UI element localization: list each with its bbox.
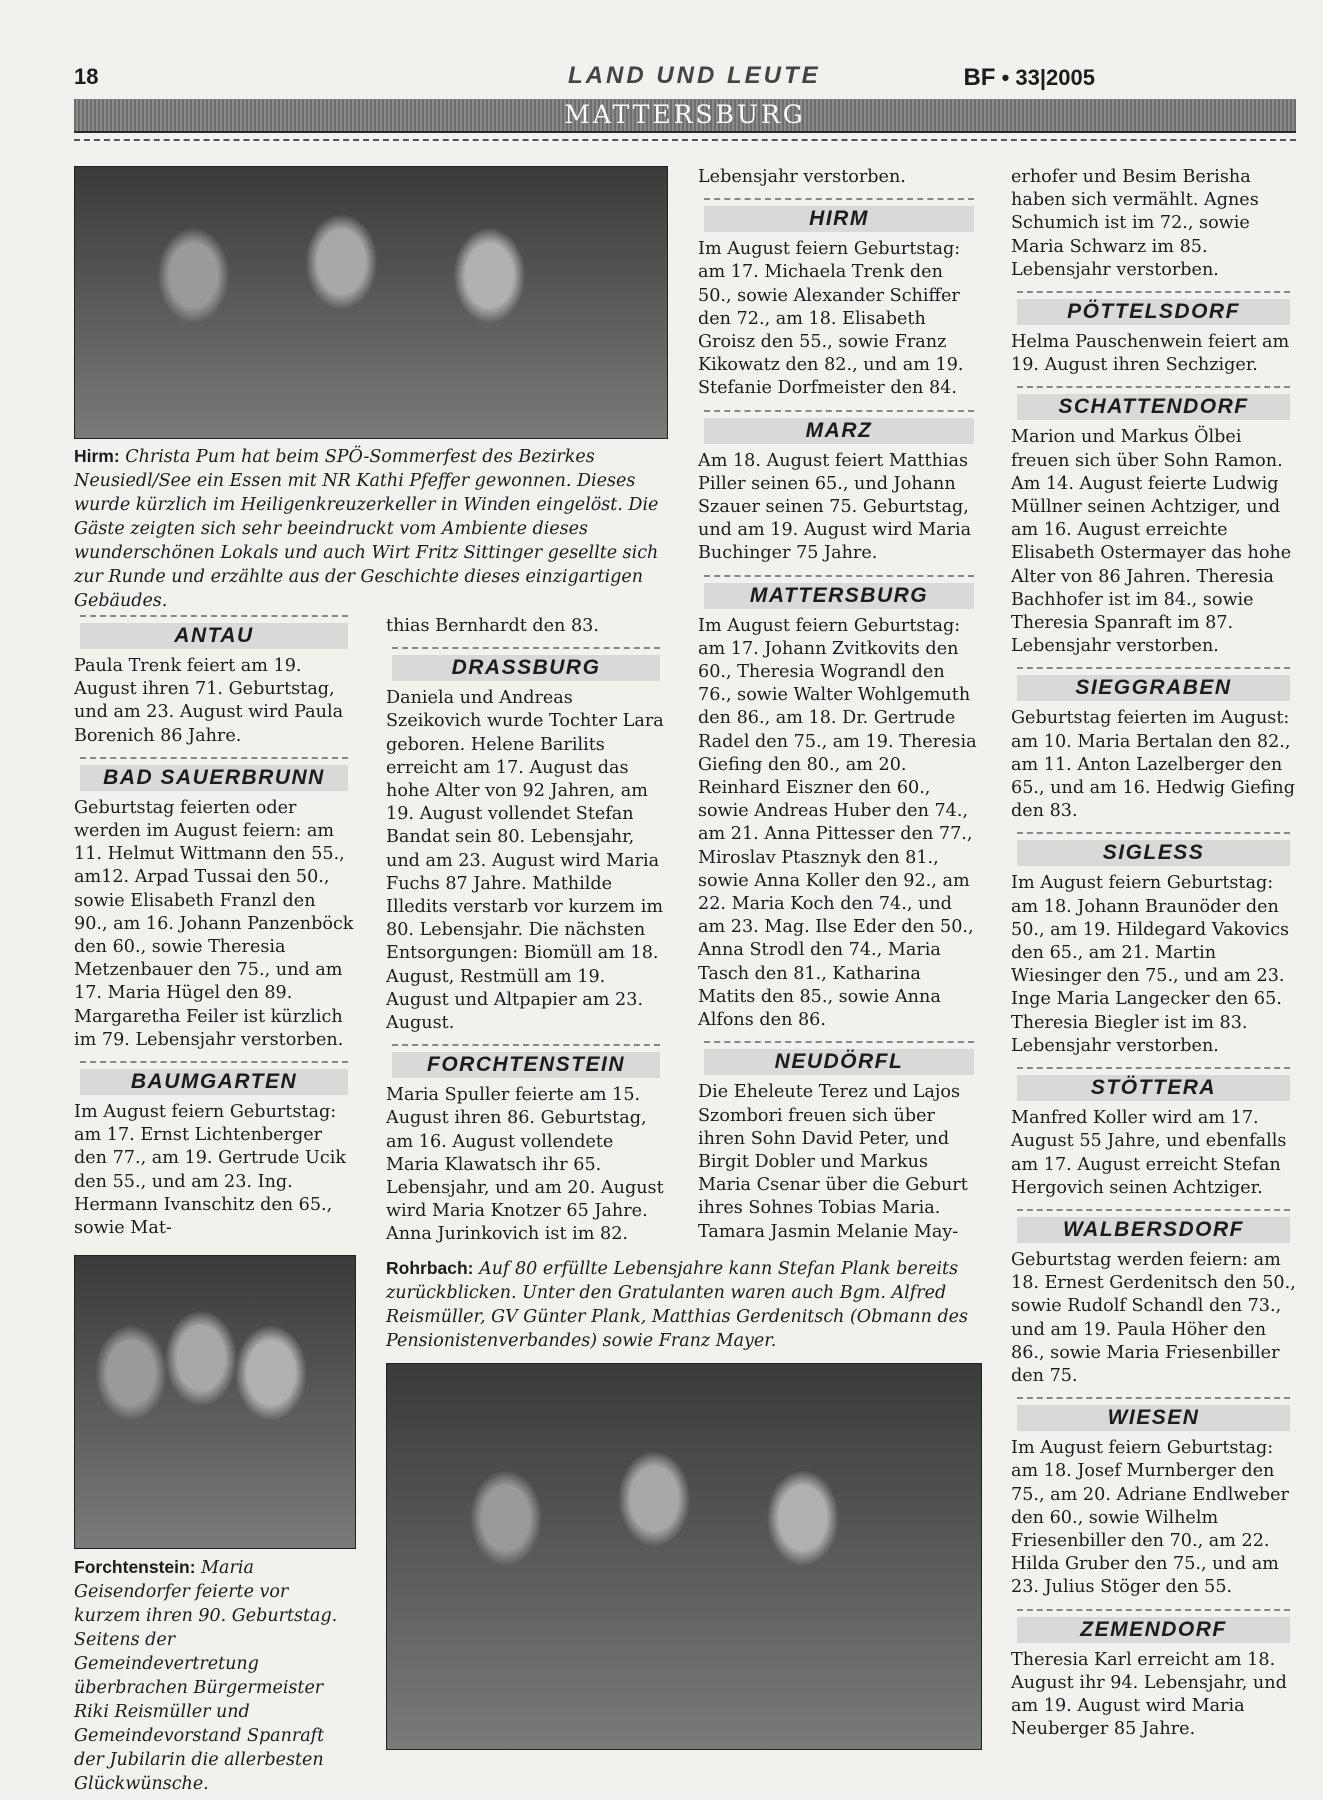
article-sieggraben: Geburtstag feierten im August: am 10. Maria Bertalan den 82., am 11. Anton Lazelberger den 65., und am 16. Hedwig Giefing den 83. (1011, 708, 1295, 822)
heading-sigless: SIGLESS (1017, 832, 1290, 866)
heading-poettelsdorf: PÖTTELSDORF (1017, 291, 1290, 325)
heading-neudoerfl: NEUDÖRFL (704, 1041, 974, 1075)
caption-text: Auf 80 erfüllte Lebensjahre kann Stefan Plank bereits zurückblicken. Unter den Gratulanten waren auch Bgm. Alfred Reismüller, GV Günter Plank, Matthias Gerdenitsch (Obmann des Pensionistenverbandes) sowie Franz Mayer. (386, 1259, 969, 1351)
heading-antau: ANTAU (80, 615, 348, 649)
article-continued: thias Bernhardt den 83. (386, 616, 599, 636)
article-baumgarten: Im August feiern Geburtstag: am 17. Ernst Lichtenberger den 77., am 19. Gertrude Ucik den 55., und am 23. Ing. Hermann Ivanschitz den 65., sowie Mat- (74, 1102, 347, 1239)
header-divider (74, 139, 1296, 141)
caption-lead: Forchtenstein: (74, 1557, 196, 1577)
article-sigless: Im August feiern Geburtstag: am 18. Johann Braunöder den 50., am 19. Hildegard Vakovics den 65., am 21. Martin Wiesinger den 75., und am 23. Inge Maria Langecker den 65. Theresia Biegler ist im 83. Lebensjahr verstorben. (1011, 873, 1290, 1056)
photo-rohrbach (386, 1363, 982, 1750)
page-number: 18 (74, 64, 99, 89)
article-bad-sauerbrunn: Geburtstag feierten oder werden im August feiern: am 11. Helmut Wittmann den 55., am12. Arpad Tussai den 50., sowie Elisabeth Franzl den 90., am 16. Johann Panzenböck den 60., sowie Theresia Metzenbauer den 75., und am 17. Maria Hügel den 89. Margaretha Feiler ist kürzlich im 79. Lebensjahr verstorben. (74, 797, 354, 1050)
caption-forchtenstein (74, 1555, 356, 1796)
article-drassburg: Daniela und Andreas Szeikovich wurde Tochter Lara geboren. Helene Barilits erreicht am 17. August das hohe Alter von 92 Jahren, am 19. August vollendet Stefan Bandat sein 80. Lebensjahr, und am 23. August wird Maria Fuchs 87 Jahre. Mathilde Illedits verstarb vor kurzem im 80. Lebensjahr. Die nächsten Entsorgungen: Biomüll am 18. August, Restmüll am 19. August und Altpapier am 23. August. (386, 688, 664, 1034)
heading-drassburg: DRASSBURG (392, 647, 660, 681)
section-title: LAND UND LEUTE (568, 62, 821, 89)
caption-lead: Hirm: (74, 446, 120, 466)
caption-rohrbach (386, 1256, 986, 1353)
article-mattersburg: Im August feiern Geburtstag: am 17. Johann Zvitkovits den 60., Theresia Wograndl den 76., sowie Walter Wohlgemuth den 86., am 18. Dr. Gertrude Radel den 75., am 19. Theresia Giefing den 80., am 20. Reinhard Eiszner den 60., sowie Andreas Huber den 74., am 21. Anna Pittesser den 77., Miroslav Ptasznyk den 81., sowie Anna Koller den 92., am 22. Maria Koch den 74., und am 23. Mag. Ilse Eder den 50., Anna Strodl den 74., Maria Tasch den 81., Katharina Matits den 85., sowie Anna Alfons den 86. (698, 615, 977, 1031)
article-forchtenstein: Maria Spuller feierte am 15. August ihren 86. Geburtstag, am 16. August vollendete Maria Klawatsch ihr 65. Lebensjahr, und am 20. August wird Maria Knotzer 65 Jahre. Anna Jurinkovich ist im 82. (386, 1085, 664, 1245)
region-banner: MATTERSBURG (74, 99, 1296, 133)
issue-number: 33|2005 (1015, 65, 1095, 90)
article-continued: erhofer und Besim Berisha haben sich vermählt. Agnes Schumich ist im 72., sowie Maria Schwarz im 85. Lebensjahr verstorben. (1011, 167, 1259, 280)
photo-forchtenstein (74, 1255, 356, 1549)
article-antau: Paula Trenk feiert am 19. August ihren 71. Geburtstag, und am 23. August wird Paula Borenich 86 Jahre. (74, 656, 344, 746)
heading-forchtenstein: FORCHTENSTEIN (392, 1044, 660, 1078)
separator-dot: • (1001, 65, 1010, 90)
article-hirm: Im August feiern Geburtstag: am 17. Michaela Trenk den 50., sowie Alexander Schiffer den 72., am 18. Elisabeth Groisz den 55., sowie Franz Kikowatz den 82., und am 19. Stefanie Dorfmeister den 84. (698, 239, 964, 399)
caption-lead: Rohrbach: (386, 1258, 474, 1278)
article-neudoerfl: Die Eheleute Terez und Lajos Szombori freuen sich über ihren Sohn David Peter, und Birgit Dobler und Markus Maria Csenar über die Geburt ihres Sohnes Tobias Maria. Tamara Jasmin Melanie May- (698, 1082, 968, 1242)
heading-wiesen: WIESEN (1017, 1397, 1290, 1431)
article-poettelsdorf: Helma Pauschenwein feiert am 19. August ihren Sechziger. (1011, 332, 1290, 376)
issue-info (963, 64, 1095, 92)
article-marz: Am 18. August feiert Matthias Piller seinen 65., und Johann Szauer seinen 75. Geburtstag, und am 19. August wird Maria Buchinger 75 Jahre. (698, 450, 972, 564)
article-stoettera: Manfred Koller wird am 17. August 55 Jahre, und ebenfalls am 17. August erreicht Stefan Hergovich seinen Achtziger. (1011, 1108, 1287, 1198)
article-walbersdorf: Geburtstag werden feiern: am 18. Ernest Gerdenitsch den 50., sowie Rudolf Schandl den 73., und am 19. Paula Höher den 86., sowie Maria Friesenbiller den 75. (1011, 1249, 1296, 1386)
caption-hirm (74, 444, 666, 613)
heading-schattendorf: SCHATTENDORF (1017, 386, 1290, 420)
heading-hirm: HIRM (704, 198, 974, 232)
caption-text: Christa Pum hat beim SPÖ-Sommerfest des Bezirkes Neusiedl/See ein Essen mit NR Kathi Pfeffer gewonnen. Dieses wurde kürzlich im Heiligenkreuzerkeller in Winden eingelöst. Die Gäste zeigten sich sehr beeindruckt vom Ambiente dieses wunderschönen Lokals und auch Wirt Fritz Sittinger gesellte sich zur Runde und erzählte aus der Geschichte dieses einzigartigen Gebäudes. (74, 447, 659, 611)
publication-name: BF (963, 64, 996, 91)
article-schattendorf: Marion und Markus Ölbei freuen sich über Sohn Ramon. Am 14. August feierte Ludwig Müllner seinen Achtziger, und am 16. August erreichte Elisabeth Ostermayer das hohe Alter von 86 Jahren. Theresia Bachhofer ist im 84., sowie Theresia Spanraft im 87. Lebensjahr verstorben. (1011, 427, 1292, 657)
article-wiesen: Im August feiern Geburtstag: am 18. Josef Murnberger den 75., am 20. Adriane Endlweber den 60., sowie Wilhelm Friesenbiller den 70., am 22. Hilda Gruber den 75., und am 23. Julius Stöger den 55. (1011, 1438, 1289, 1598)
article-continued: Lebensjahr verstorben. (698, 167, 906, 187)
heading-mattersburg: MATTERSBURG (704, 575, 974, 609)
heading-sieggraben: SIEGGRABEN (1017, 667, 1290, 701)
heading-zemendorf: ZEMENDORF (1017, 1609, 1290, 1643)
heading-stoettera: STÖTTERA (1017, 1067, 1290, 1101)
photo-hirm-group (74, 166, 668, 439)
heading-baumgarten: BAUMGARTEN (80, 1061, 348, 1095)
caption-text: Maria Geisendorfer feierte vor kurzem ihren 90. Geburtstag. Seitens der Gemeindevertretung überbrachen Bürgermeister Riki Reismüller und Gemeindevorstand Spanraft der Jubilarin die allerbesten Glückwünsche. (74, 1558, 338, 1794)
column-3 (698, 166, 980, 1244)
heading-walbersdorf: WALBERSDORF (1017, 1209, 1290, 1243)
column-4 (1011, 166, 1296, 1741)
article-zemendorf: Theresia Karl erreicht am 18. August ihr 94. Lebensjahr, und am 19. August wird Maria Neuberger 85 Jahre. (1011, 1649, 1287, 1740)
column-2 (386, 615, 666, 1247)
heading-marz: MARZ (704, 410, 974, 444)
column-1 (74, 606, 354, 1240)
heading-bad-sauerbrunn: BAD SAUERBRUNN (80, 757, 348, 791)
